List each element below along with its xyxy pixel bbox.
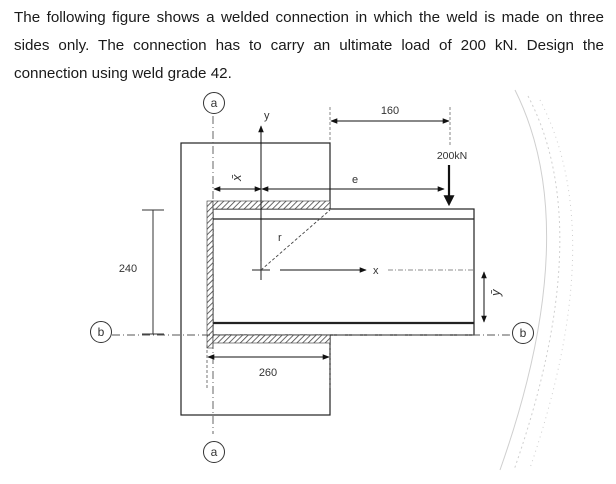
section-marker-b-left [91,322,112,343]
problem-line-2: sides only. The connection has to carry an ultimate load of 200 kN. Design the [14,37,604,54]
weld-bottom-edge [213,335,330,343]
problem-line-3: connection using weld grade 42. [14,65,232,82]
eccentricity-label: e [351,174,359,186]
x-bar-label: x̄ [229,174,244,181]
y-axis-label: y [264,110,270,122]
section-marker-b-right-label: b [519,326,527,340]
section-marker-b-right [513,323,534,344]
section-marker-a-bottom-label: a [210,445,218,459]
channel-member [213,209,474,335]
problem-line-1: The following figure shows a welded connection in which the weld is made on three [14,9,604,26]
dim-260-label: 260 [258,367,278,379]
section-marker-a-top-label: a [210,96,218,110]
dim-160-label: 160 [380,105,400,117]
dim-240-label: 240 [118,263,138,275]
weld-top-edge [213,201,330,209]
weld-left-edge [207,201,213,348]
decorative-arcs [500,90,573,470]
section-marker-b-left-label: b [97,325,105,339]
load-label: 200kN [436,150,468,162]
section-marker-a-bottom [204,442,225,463]
radius-label: r [278,232,282,244]
dim-240 [142,210,164,334]
x-axis-label: x [373,265,379,277]
y-bar-label: ȳ [488,289,503,296]
section-marker-a-top [204,93,225,114]
